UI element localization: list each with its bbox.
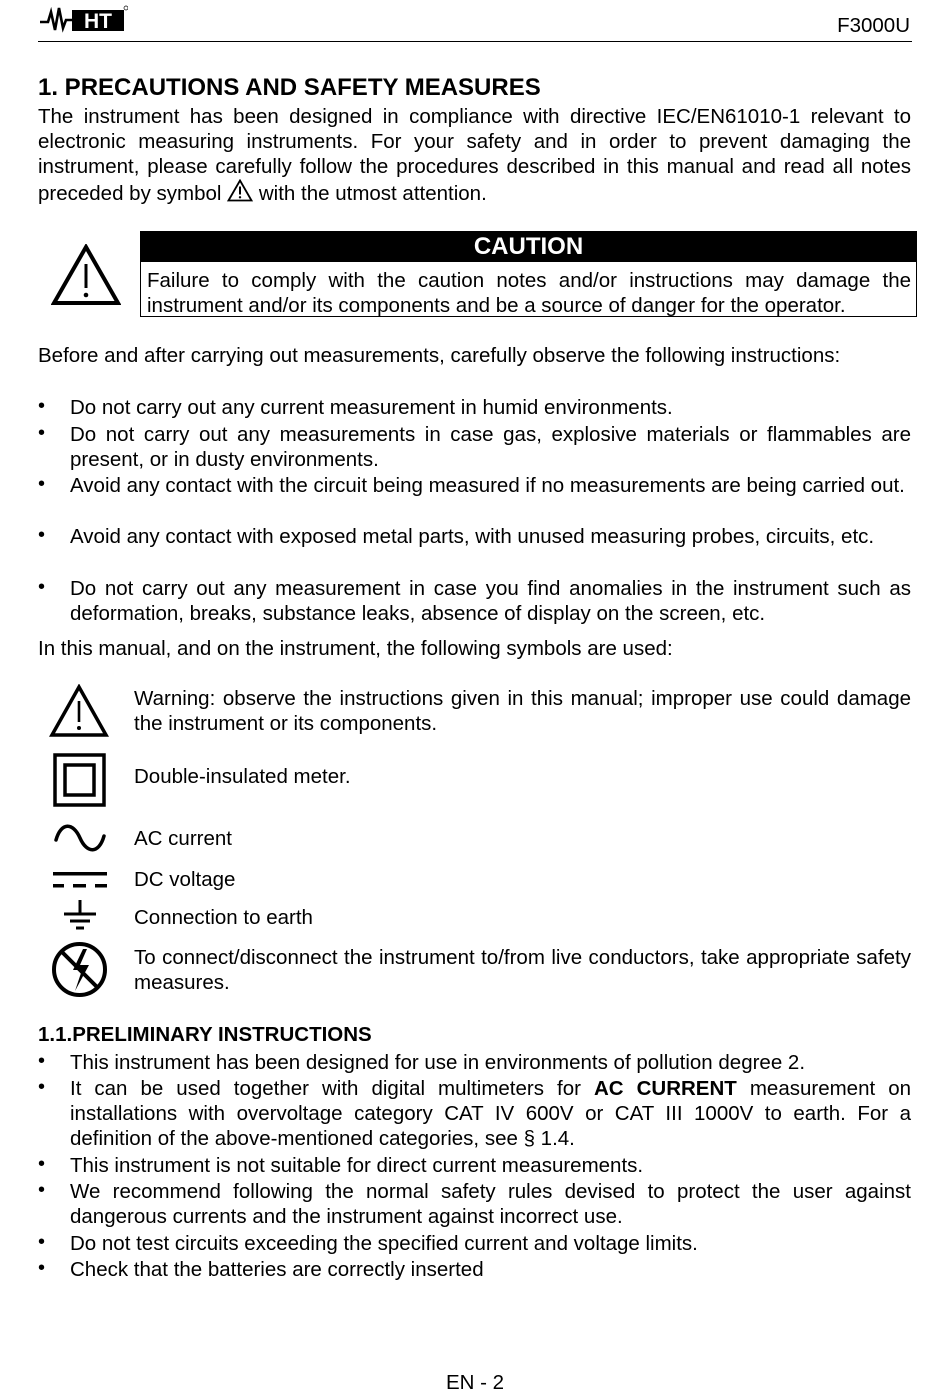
bullet-dot: • [38,395,46,417]
bullet-dot: • [38,1179,46,1201]
symbol-description: Warning: observe the instructions given in this manual; improper use could damage the instrument or its components. [134,687,911,735]
ht-logo [40,4,128,35]
bullet-dot: • [38,576,46,598]
preliminary-item: This instrument has been designed for use in environments of pollution degree 2. [70,1051,806,1074]
symbol-description: Connection to earth [134,906,313,929]
inline-warning-icon [227,179,253,208]
bullet-dot: • [38,1153,46,1175]
caution-title: CAUTION [473,233,584,260]
logo-text: HT [84,10,112,33]
intro-paragraph [38,104,911,208]
item-bold-text: AC CURRENT [593,1077,737,1100]
bullet-dot: • [38,1076,46,1098]
header-rule [38,41,912,42]
instruction-item: Do not carry out any measurement in case you find anomalies in the instrument such as deformation, breaks, substance leaks, absence of display on the screen, etc. [70,577,911,625]
ht-logo-icon [40,4,128,35]
intro-text: The instrument has been designed in compliance with directive IEC/EN61010-1 relevant to electronic measuring instruments. For your safety and in order to prevent damaging the instrument, please carefully follow the procedures described in this manual and read all notes preceded by symbol [38,105,911,205]
subsection-heading: 1.1.PRELIMINARY INSTRUCTIONS [38,1023,372,1046]
bullet-dot: • [38,422,46,444]
bullet-dot: • [38,524,46,546]
preliminary-item: Check that the batteries are correctly inserted [70,1258,484,1281]
warning-triangle-icon [49,684,109,738]
caution-warning-icon [51,244,121,306]
caution-banner [140,231,917,262]
bullet-dot: • [38,1050,46,1072]
caution-text: Failure to comply with the caution notes and/or instructions may damage the instrument and/or its components and be a source of danger for the operator. [147,269,911,317]
preliminary-item: Do not test circuits exceeding the specified current and voltage limits. [70,1232,698,1255]
model-name: F3000U [837,14,910,37]
symbol-description: DC voltage [134,868,236,891]
dc-voltage-icon [53,870,107,890]
double-insulation-icon [53,753,106,807]
instruction-item: Avoid any contact with the circuit being measured if no measurements are being carried out. [70,474,905,497]
bullet-dot: • [38,1231,46,1253]
earth-ground-icon [62,899,98,933]
preliminary-item: This instrument is not suitable for direct current measurements. [70,1154,644,1177]
symbol-description: To connect/disconnect the instrument to/from live conductors, take appropriate safety measures. [134,946,911,994]
item-text-end: measurement on installations with overvoltage category CAT IV 600V or CAT III 1000V to earth. For a definition of the above-mentioned categories, see § 1.4. [70,1077,911,1150]
instruction-item: Do not carry out any measurements in case gas, explosive materials or flammables are present, or in dusty environments. [70,423,911,471]
intro-text-end: with the utmost attention. [258,182,487,205]
bullet-dot: • [38,473,46,495]
preliminary-item [70,1076,911,1151]
live-conductor-icon [51,941,108,998]
bullet-dot: • [38,1257,46,1279]
before-after-text: Before and after carrying out measurements, carefully observe the following instructions: [38,344,841,367]
symbol-description: Double-insulated meter. [134,765,351,788]
ac-sine-icon [53,820,107,856]
page-number: EN - 2 [445,1371,505,1394]
instruction-item: Avoid any contact with exposed metal parts, with unused measuring probes, circuits, etc. [70,525,875,548]
symbol-description: AC current [134,827,232,850]
item-text: It can be used together with digital multimeters for [70,1077,581,1100]
section-heading: 1. PRECAUTIONS AND SAFETY MEASURES [38,74,541,101]
instruction-item: Do not carry out any current measurement in humid environments. [70,396,673,419]
symbols-intro: In this manual, and on the instrument, the following symbols are used: [38,637,673,660]
preliminary-item: We recommend following the normal safety rules devised to protect the user against dangerous currents and the instrument against incorrect use. [70,1180,911,1228]
